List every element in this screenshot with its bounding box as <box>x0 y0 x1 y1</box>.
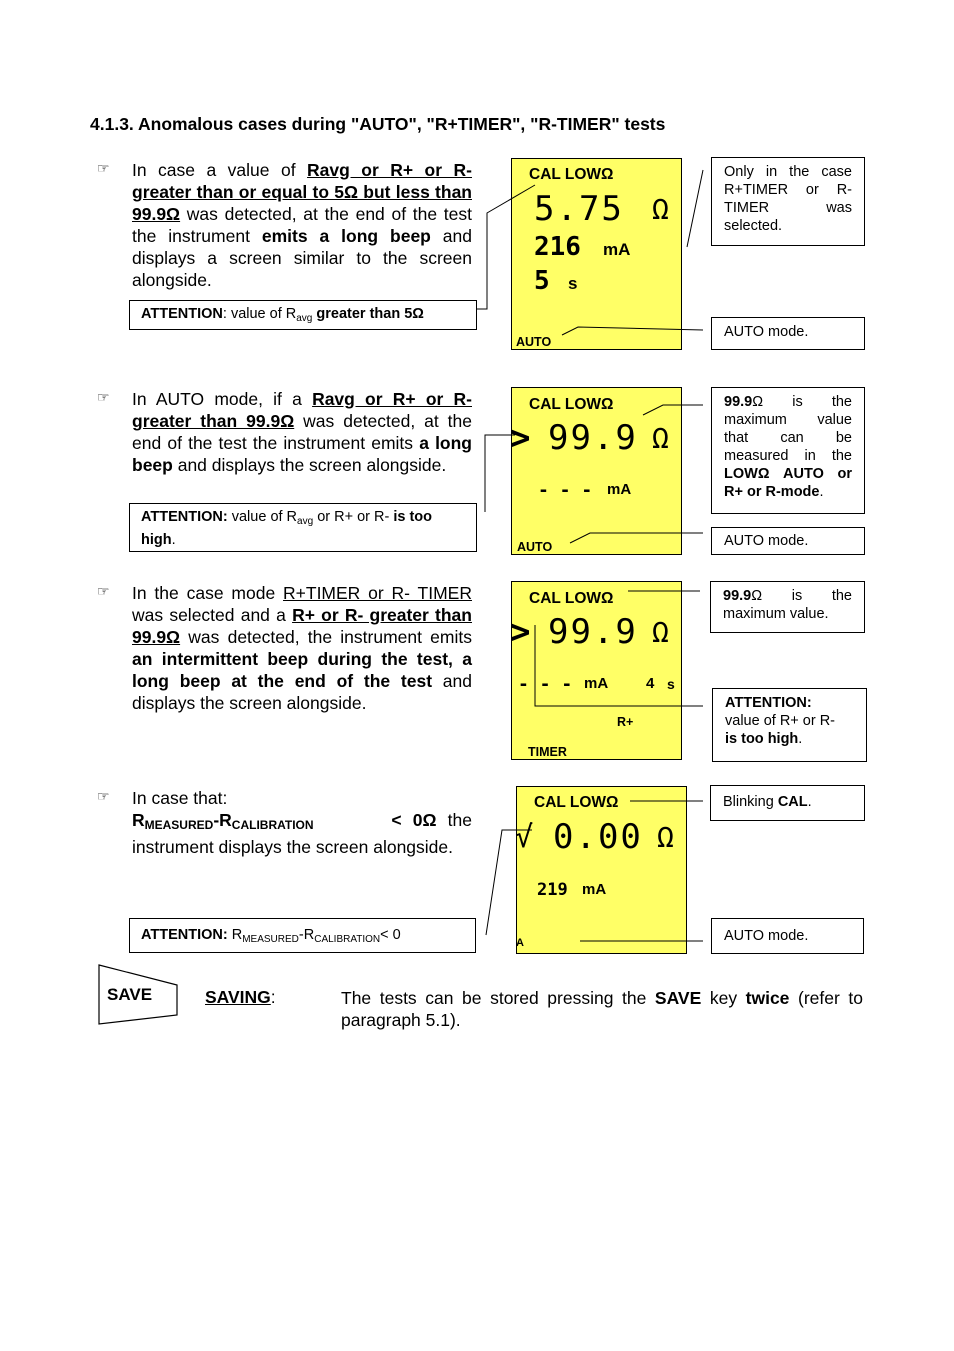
lcd-current-value: 216 <box>534 232 581 262</box>
section3-paragraph: In the case mode R+TIMER or R- TIMER was selected and a R+ or R- greater than 99.9Ω was detected, the instrument emits an intermittent beep during the test, a long beep at the end of the test and displays the screen alongside. <box>132 583 473 713</box>
lcd-cal-label: CAL LOWΩ <box>529 166 614 183</box>
pointing-hand-icon: ☞ <box>97 160 110 176</box>
connector-line <box>687 170 703 247</box>
note-auto-mode-2: AUTO mode. <box>711 527 865 555</box>
lcd-overrange-arrow: > <box>510 612 533 652</box>
section4-paragraph: In case that: $R_{MEASURED}-R_{CALIBRATION}$ < 0Ω the instrument displays the screen alongside. <box>132 788 472 857</box>
attention-box-1: ATTENTION: value of $R_{avg}$ greater than 5Ω <box>129 300 477 330</box>
lcd-current-unit: mA <box>582 881 607 898</box>
lcd-mode-label: TIMER <box>528 745 567 759</box>
lcd-ohm-symbol: Ω <box>657 821 676 854</box>
section-heading: 4.1.3. Anomalous cases during "AUTO", "R+TIMER", "R-TIMER" tests <box>90 114 666 134</box>
lcd-current-value: 219 <box>537 880 568 900</box>
lcd-rplus-label: R+ <box>617 715 634 729</box>
section1-paragraph: In case a value of Ravg or R+ or R- greater than or equal to 5Ω but less than 99.9Ω was detected, at the end of the test the instrument emits a long beep and displays a screen similar to the screen alongside. <box>132 160 472 290</box>
lcd-ohm-symbol: Ω <box>652 422 671 455</box>
lcd-cal-label: CAL LOWΩ <box>529 590 614 607</box>
lcd-mode-label: A <box>516 937 524 949</box>
pointing-hand-icon: ☞ <box>97 788 110 804</box>
lcd-screen-1 <box>511 158 682 350</box>
saving-paragraph: The tests can be stored pressing the SAVE key twice (refer to paragraph 5.1). <box>341 988 863 1030</box>
pointing-hand-icon: ☞ <box>97 583 110 599</box>
lcd-screen-2 <box>511 387 682 555</box>
pointing-hand-icon: ☞ <box>97 389 110 405</box>
lcd-resistance-value: 5.75 <box>534 189 624 229</box>
note-max-value-2: 99.9Ω is the maximum value that can be measured in the LOWΩ AUTO or R+ or R-mode. <box>711 387 865 514</box>
lcd-current-dashes: - - - <box>518 674 573 695</box>
saving-title: SAVING: <box>205 987 276 1007</box>
note-auto-mode-1: AUTO mode. <box>711 317 865 350</box>
lcd-ohm-symbol: Ω <box>652 193 671 226</box>
lcd-mode-label: AUTO <box>517 540 553 554</box>
lcd-time-unit: s <box>568 274 578 293</box>
lcd-overrange-arrow: > <box>510 418 533 458</box>
lcd-screen-3 <box>511 581 682 760</box>
lcd-mode-label: AUTO <box>516 335 552 349</box>
lcd-current-unit: mA <box>607 481 632 498</box>
lcd-current-dashes: - - - <box>538 480 593 501</box>
lcd-check-symbol: √ <box>515 820 536 855</box>
lcd-ohm-symbol: Ω <box>652 616 671 649</box>
lcd-screen-4 <box>516 786 687 954</box>
lcd-resistance-value: 0.00 <box>553 817 643 857</box>
lcd-resistance-value: 99.9 <box>548 612 638 652</box>
section2-paragraph: In AUTO mode, if a Ravg or R+ or R- greater than 99.9Ω was detected, at the end of the test the instrument emits a long beep and displays the screen alongside. <box>132 389 472 475</box>
lcd-time-unit: s <box>667 676 675 692</box>
lcd-current-unit: mA <box>603 240 631 259</box>
note-blinking-cal: Blinking CAL. <box>710 785 865 821</box>
lcd-cal-label: CAL LOWΩ <box>534 794 619 811</box>
note-max-value-3: 99.9Ω is the maximum value. <box>710 581 865 633</box>
note-timer-only: Only in the case R+TIMER or R- TIMER was selected. <box>711 157 865 246</box>
save-key-label: SAVE <box>107 985 153 1004</box>
lcd-current-unit: mA <box>584 675 609 692</box>
lcd-cal-label: CAL LOWΩ <box>529 396 614 413</box>
lcd-time-value: 5 <box>534 266 550 296</box>
note-attention-3: ATTENTION: value of R+ or R- is too high. <box>712 688 867 762</box>
lcd-resistance-value: 99.9 <box>548 418 638 458</box>
attention-box-2: ATTENTION: value of $R_{avg}$ or R+ or R- is too high. <box>129 503 477 552</box>
lcd-time-value: 4 <box>646 675 655 692</box>
attention-box-4: ATTENTION: $R_{MEASURED}-R_{CALIBRATION}< 0$ <box>129 918 476 953</box>
note-auto-mode-4: AUTO mode. <box>711 918 864 954</box>
